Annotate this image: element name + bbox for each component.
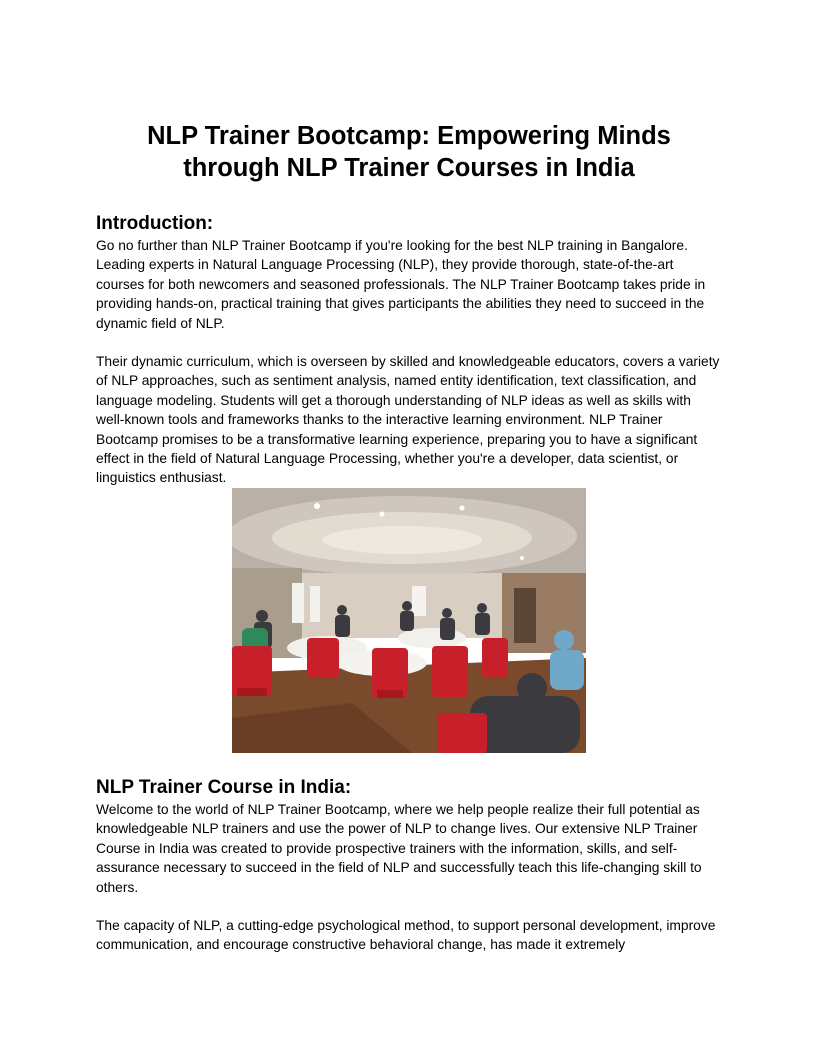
intro-paragraph-2: Their dynamic curriculum, which is overseen by skilled and knowledgeable educators, covers a variety of NLP approaches, such as sentiment analysis, named entity identification, text classification, and language modeling. Students will get a thorough understanding of NLP ideas as well as skills with well-known tools and frameworks thanks to the interactive learning environment. NLP Trainer Bootcamp promises to be a transformative learning experience, preparing you to have a significant effect in the field of Natural Language Processing, whether you're a developer, data scientist, or linguistics enthusiast. xyxy=(96,354,720,486)
section-introduction xyxy=(96,212,722,488)
training-session-photo xyxy=(232,488,586,753)
section-heading-course-india: NLP Trainer Course in India: xyxy=(96,776,352,798)
document-page xyxy=(96,120,722,955)
paragraph-spacer xyxy=(96,897,722,916)
course-paragraph-2: The capacity of NLP, a cutting-edge psychological method, to support personal development, improve communication, and encourage constructive behavioral change, has made it extremely xyxy=(96,917,716,953)
intro-paragraph-1: Go no further than NLP Trainer Bootcamp if you're looking for the best NLP training in Bangalore. Leading experts in Natural Language Processing (NLP), they provide thorough, state-of-the-art courses for both newcomers and seasoned professionals. The NLP Trainer Bootcamp takes pride in providing hands-on, practical training that gives participants the abilities they need to succeed in the dynamic field of NLP. xyxy=(96,238,706,331)
section-heading-introduction: Introduction: xyxy=(96,213,214,234)
paragraph-spacer xyxy=(96,333,722,352)
section-nlp-trainer-course-india xyxy=(96,776,722,955)
document-title: NLP Trainer Bootcamp: Empowering Minds through NLP Trainer Courses in India xyxy=(147,122,671,182)
course-paragraph-1: Welcome to the world of NLP Trainer Bootcamp, where we help people realize their full potential as knowledgeable NLP trainers and use the power of NLP to change lives. Our extensive NLP Trainer Course in India was created to provide prospective trainers with the information, skills, and self-assurance necessary to succeed in the field of NLP and successfully teach this life-changing skill to others. xyxy=(96,801,702,895)
